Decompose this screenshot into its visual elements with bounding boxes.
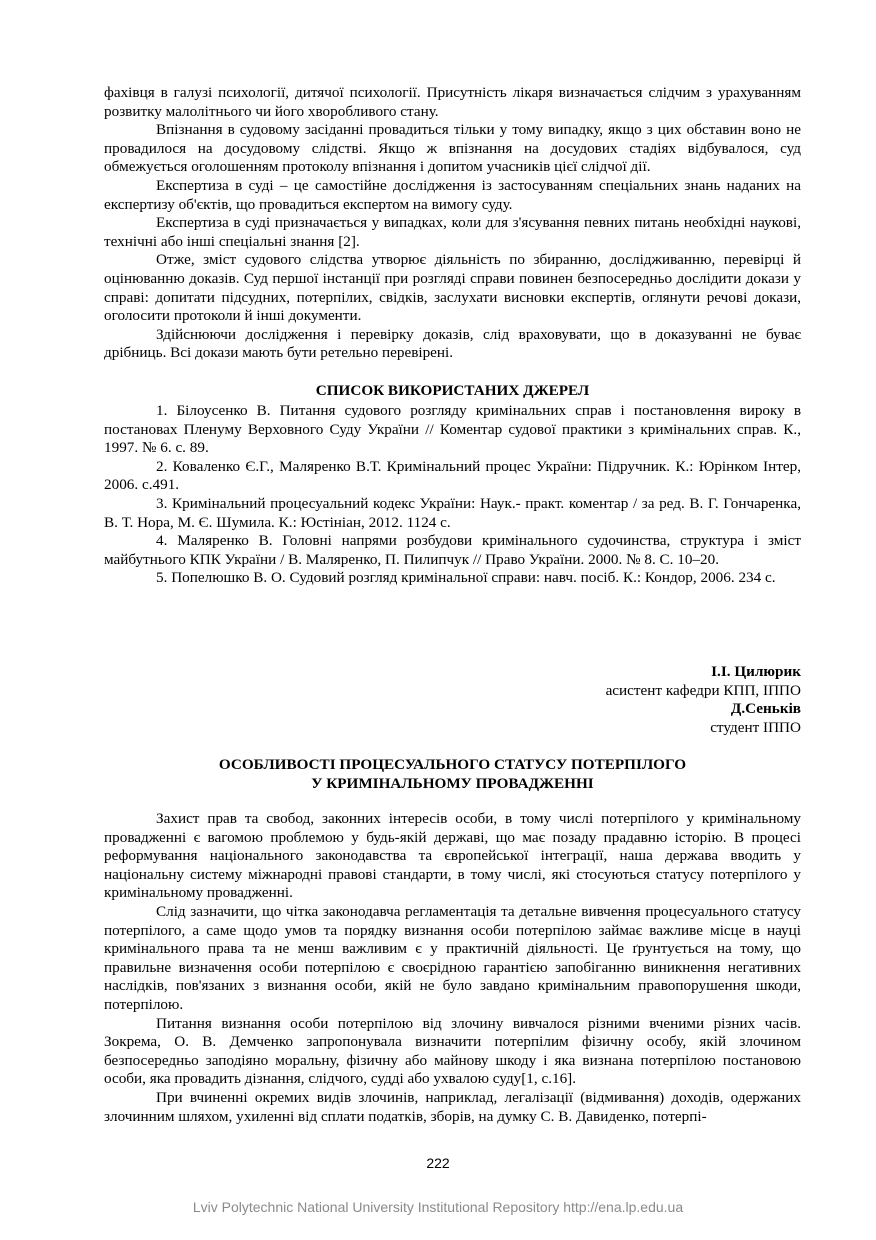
author-name: І.І. Цилюрик [711, 663, 801, 680]
paragraph: Слід зазначити, що чітка законодавча регламентація та детальне вивчення процесуального статусу потерпілого, а саме щодо умов та порядку визнання особи потерпілою займає важливе місце в науці кримінального права та не менш важливим є у практичній діяльності. Це ґрунтується на тому, що правильне визначення особи потерпілою є своєрідною гарантією запобіганню виникнення негативних наслідків, пов'язаних з визнання особи, якій не було завдано кримінальним правопорушення шкоди, потерпілою. [104, 902, 801, 1013]
article-title [104, 756, 801, 793]
reference-item: 1. Білоусенко В. Питання судового розгляду кримінальних справ і постановлення вироку в постановах Пленуму Верховного Суду України // Коментар судової практики з кримінальних справ. К., 1997. № 6. с. 89. [104, 402, 801, 457]
paragraph: При вчиненні окремих видів злочинів, наприклад, легалізації (відмивання) доходів, одержаних злочинним шляхом, ухиленні від сплати податків, зборів, на думку С. В. Давиденко, потерпі- [104, 1088, 801, 1125]
paragraph: фахівця в галузі психології, дитячої психології. Присутність лікаря визначається слідчим з урахуванням розвитку малолітнього чи його хворобливого стану. [104, 84, 801, 120]
author-name: Д.Сеньків [730, 700, 801, 718]
paragraph: Впізнання в судовому засіданні провадиться тільки у тому випадку, якщо з цих обставин воно не провадилося на досудовому слідстві. Якщо ж впізнання на досудових стадіях відбувалося, суд обмежується оголошенням протоколу впізнання і допитом учасників цієї слідчої дії. [104, 121, 801, 176]
paragraph: Експертиза в суді – це самостійне дослідження із застосуванням спеціальних знань наданих на експертизу об'єктів, що провадиться експертом на вимогу суду. [104, 176, 801, 213]
article-title-line: У КРИМІНАЛЬНОМУ ПРОВАДЖЕННІ [311, 774, 594, 792]
article-body [104, 810, 801, 1126]
previous-article-tail [104, 84, 801, 363]
author-position: асистент кафедри КПП, ІППО [605, 681, 801, 699]
page-number: 222 [426, 1155, 450, 1171]
paragraph: Питання визнання особи потерпілою від злочину вивчалося різними вченими різних часів. Зокрема, О. В. Демченко запропонувала визначити потерпілим фізичну особу, якій злочином безпосередньо заподіяно моральну, фізичну або майнову шкоду і яка визнана потерпілою постановою особи, яка провадить дізнання, слідчого, судді або ухвалою суду[1, с.16]. [104, 1014, 801, 1088]
reference-item: 2. Коваленко Є.Г., Маляренко В.Т. Кримінальний процес України: Підручник. К.: Юрінком Інтер, 2006. с.491. [104, 457, 801, 494]
reference-item: 3. Кримінальний процесуальний кодекс України: Наук.- практ. коментар / за ред. В. Г. Гончаренка, В. Т. Нора, М. Є. Шумила. К.: Юстініан, 2012. 1124 с. [104, 494, 801, 531]
authors-block [104, 663, 801, 737]
paragraph: Захист прав та свобод, законних інтересів особи, в тому числі потерпілого у кримінальному провадженні є вагомою проблемою у будь-якій державі, що має позаду прадавню історію. В процесі реформування національного законодавства та європейської інтеграції, наша держава вводить у національну систему міжнародні правові стандарти, в тому числі, які стосуються статусу потерпілого у кримінальному провадженні. [104, 810, 801, 902]
paragraph: Здійснюючи дослідження і перевірку доказів, слід враховувати, що в доказуванні не буває дрібниць. Всі докази мають бути ретельно перевірені. [104, 325, 801, 362]
reference-item: 5. Попелюшко В. О. Судовий розгляд кримінальної справи: навч. посіб. К.: Кондор, 2006. 234 с. [156, 569, 776, 587]
references-list [104, 402, 801, 588]
references-title: СПИСОК ВИКОРИСТАНИХ ДЖЕРЕЛ [315, 382, 590, 399]
paragraph: Отже, зміст судового слідства утворює діяльність по збиранню, дослідживанню, перевірці й оцінюванню доказів. Суд першої інстанції при розгляді справи повинен безпосередньо дослідити докази у справі: допитати підсудних, потерпілих, свідків, заслухати висновки експертів, оглянути речові докази, оголосити протоколи й інші документи. [104, 251, 801, 325]
reference-item: 4. Маляренко В. Головні напрями розбудови кримінального судочинства, структура і зміст майбутнього КПК України / В. Маляренко, П. Пилипчук // Право України. 2000. № 8. С. 10–20. [104, 532, 801, 568]
author-position: студент ІППО [710, 718, 801, 736]
paragraph: Експертиза в суді призначається у випадках, коли для з'ясування певних питань необхідні наукові, технічні або інші спеціальні знання [2]. [104, 214, 801, 250]
article-title-line: ОСОБЛИВОСТІ ПРОЦЕСУАЛЬНОГО СТАТУСУ ПОТЕРПІЛОГО [218, 756, 687, 773]
repository-footer: Lviv Polytechnic National University Institutional Repository http://ena.lp.edu.ua [192, 1199, 684, 1215]
